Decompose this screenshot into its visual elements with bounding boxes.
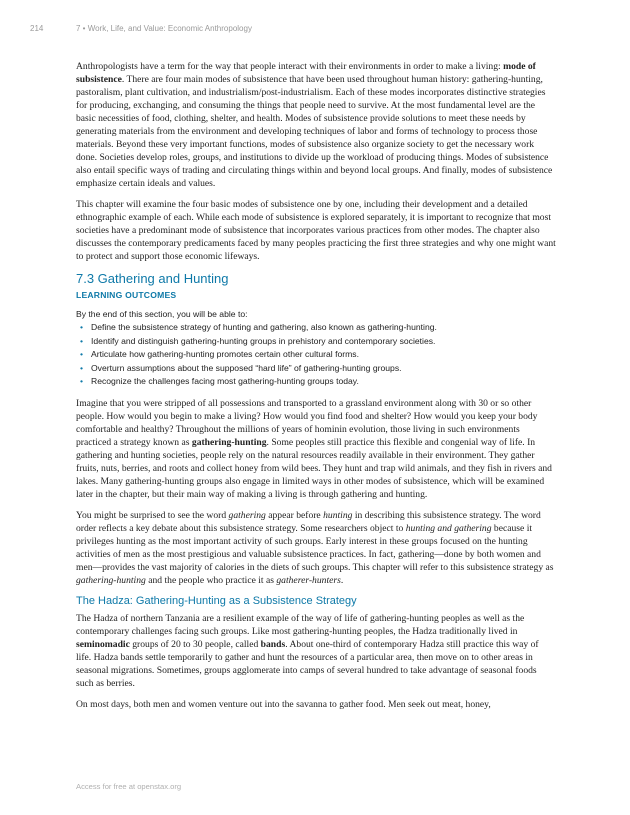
footer-access-link[interactable]: Access for free at openstax.org <box>76 782 182 791</box>
text-run: Imagine that you were stripped of all possessions and transported to a grassland environment along with 30 or so other people. How would you begin to make a living? How would you find food and shelter? How would you keep your body comfortable and healthy? Throughout the millions of years of hominin evolution, those living in such environments practiced a strategy known as <box>76 397 538 448</box>
paragraph-most-days: On most days, both men and women venture out into the savanna to gather food. Men seek out meat, honey, <box>76 698 491 710</box>
running-title: 7 • Work, Life, and Value: Economic Anthropology <box>76 24 252 33</box>
learning-outcome-item: • Define the subsistence strategy of hunting and gathering, also known as gathering-hunting. <box>80 321 556 335</box>
subsection-title: The Hadza: Gathering-Hunting as a Subsistence Strategy <box>76 594 357 607</box>
paragraph-chapter-overview: This chapter will examine the four basic modes of subsistence one by one, including their development and a detailed ethnographic example of each. While each mode of subsistence is explored separately, it is important to recognize that most societies have a predominant mode of subsistence that incorporates various practices from other modes. The chapter also discusses the contemporary predicaments faced by many peoples practicing the first three strategies and why one might want to protect and support those economic lifeways. <box>76 199 556 262</box>
running-header <box>30 24 600 33</box>
page-content <box>76 60 556 719</box>
paragraph-modes-of-subsistence <box>76 60 556 190</box>
learning-outcome-item: • Overturn assumptions about the supposed “hard life” of gathering-hunting groups. <box>80 362 556 376</box>
text-run: The Hadza of northern Tanzania are a resilient example of the way of life of gathering-hunting peoples as well as the contemporary challenges facing such groups. Like most gathering-hunting peoples, the Hadza traditionally lived in <box>76 612 525 637</box>
section-title: 7.3 Gathering and Hunting <box>76 271 229 286</box>
page-number: 214 <box>30 24 44 33</box>
italic-term: hunting <box>323 509 353 521</box>
key-term-bands: bands <box>260 638 286 650</box>
text-run: in describing this subsistence strategy. The word order reflects a key debate about this subsistence strategy. Some researchers object to <box>76 509 541 534</box>
italic-term: hunting and gathering <box>405 522 492 534</box>
paragraph-imagine <box>76 397 556 501</box>
text-run: appear before <box>265 509 324 521</box>
text-run: Anthropologists have a term for the way that people interact with their environments in order to make a living: <box>76 61 504 72</box>
learning-outcome-item: • Articulate how gathering-hunting promotes certain other cultural forms. <box>80 348 556 362</box>
paragraph-hadza <box>76 612 556 690</box>
key-term-mode-of-subsistence: mode of subsistence <box>76 61 536 85</box>
learning-outcomes-heading: LEARNING OUTCOMES <box>76 290 177 300</box>
italic-term: gathering <box>228 509 266 521</box>
text-run: groups of 20 to 30 people, called <box>129 638 261 650</box>
text-run: and the people who practice it as <box>145 574 277 586</box>
text-run: . About one-third of contemporary Hadza still practice this way of life. Hadza bands settle temporarily to gather and hunt the resources of a particular area, then move on to other areas in seasonal migrations. Sometimes, groups agglomerate into camps of several hundred to take advantage of seasonal foods such as berries. <box>76 638 539 689</box>
italic-term: gatherer-hunters <box>276 574 341 586</box>
text-run: . There are four main modes of subsistence that have been used throughout human history: gathering-hunting, pastoralism, plant cultivation, and industrialism/post-industrialism. Each of these modes incorporates distinctive strategies for producing, exchanging, and consuming the things that people need to survive. At the most fundamental level are the basic necessities of food, clothing, shelter, and health. Modes of subsistence provide solutions to meet these needs by generating materials from the environment and developing techniques of labor and forms of technology to process those materials. Beyond these very important functions, modes of subsistence also organize society to get the necessary work done. Societies develop roles, groups, and institutions to divide up the workload of producing things. Modes of subsistence also entail specific ways of trading and circulating things within and beyond local groups. And finally, modes of subsistence emphasize certain ideals and values. <box>76 74 553 189</box>
text-run: You might be surprised to see the word <box>76 509 229 521</box>
learning-outcomes-list <box>76 321 556 389</box>
key-term-seminomadic: seminomadic <box>76 638 130 650</box>
learning-outcome-item: • Recognize the challenges facing most gathering-hunting groups today. <box>80 375 556 389</box>
text-run: . <box>340 574 344 586</box>
text-run: because it privileges hunting as the most important activity of such groups. Early interest in these groups focused on the hunting activities of men as the most prestigious and valuable subsistence practices. In fact, gathering—done by both women and men—provides the vast majority of calories in the diets of such groups. This chapter will refer to this subsistence strategy as <box>76 522 554 573</box>
key-term-gathering-hunting: gathering-hunting <box>191 436 267 448</box>
learning-outcomes-intro: By the end of this section, you will be able to: <box>76 309 248 319</box>
paragraph-word-order <box>76 509 556 587</box>
learning-outcome-item: • Identify and distinguish gathering-hunting groups in prehistory and contemporary societies. <box>80 335 556 349</box>
text-run: . Some peoples still practice this flexible and congenial way of life. In gathering and hunting societies, people rely on the natural resources readily available in their environment. They gather fruits, nuts, berries, and roots and collect honey from wild bees. They hunt and trap wild animals, and they fish in rivers and lakes. Many gathering-hunting groups also engage in limited ways in other modes of subsistence, which will be examined later in the chapter, but their main way of making a living is through gathering and hunting. <box>76 436 552 500</box>
italic-term: gathering-hunting <box>76 574 146 586</box>
